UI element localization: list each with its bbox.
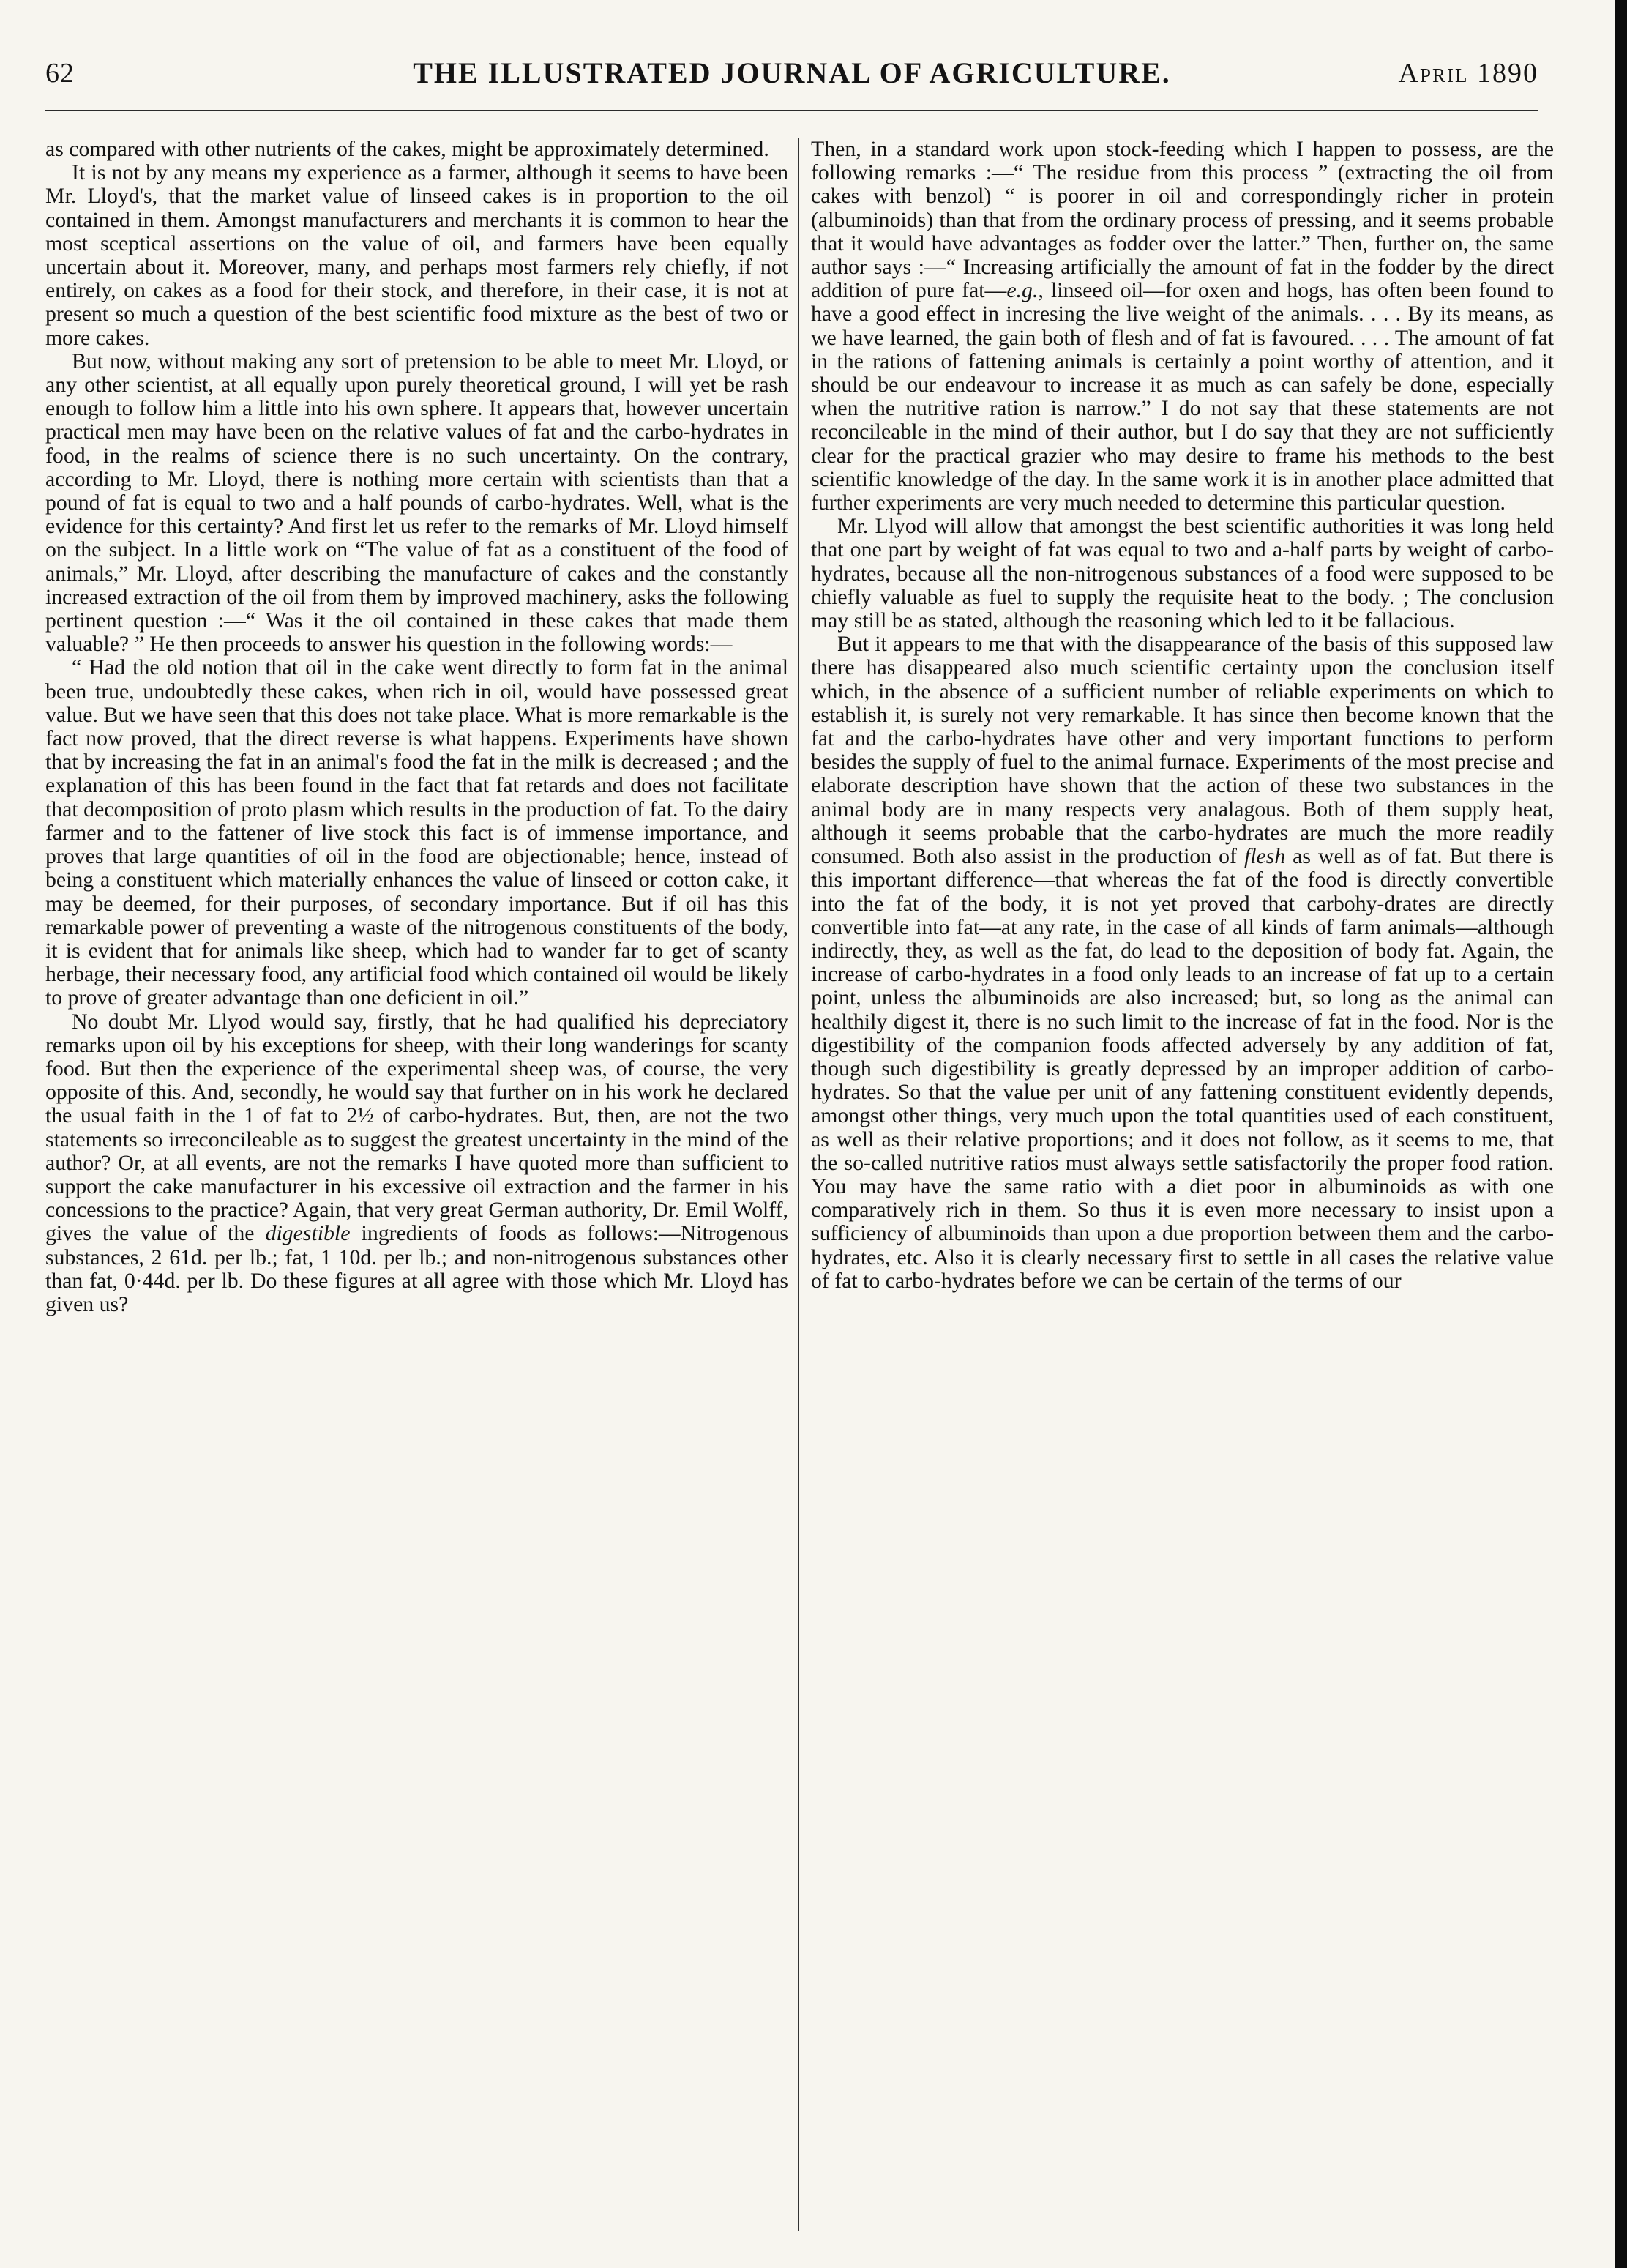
paragraph: But now, without making any sort of pretension to be able to meet Mr. Lloyd, or any other scientist, at all equally upon purely theoretical ground, I will yet be rash enough to follow him a little into his own sphere. It appears that, however uncertain practical men may have been on the relative values of fat and the carbo-hydrates in food, in the realms of science there is no such uncertainty. On the contrary, according to Mr. Lloyd, there is nothing more certain with scientists than that a pound of fat is equal to two and a half pounds of carbo-hydrates. Well, what is the evidence for this certainty? And first let us refer to the remarks of Mr. Lloyd himself on the subject. In a little work on “The value of fat as a constituent of the food of animals,” Mr. Lloyd, after describing the manufacture of cakes and the constantly increased extraction of the oil from them by improved machinery, asks the following pertinent question :—“ Was it the oil contained in these cakes that made them valuable? ” He then proceeds to answer his question in the following words:— bbox=[45, 348, 788, 657]
paragraph-text: Then, in a standard work upon stock-feeding which I happen to possess, are the following remarks :—“ The residue from this process ” (extracting the oil from cakes with benzol) “ is poorer in oil and correspondingly richer in protein (albuminoids) than that from the ordinary process of pressing, and it seems probable that it would have advantages as fodder over the latter.” Then, further on, the same author says :—“ Increasing artificially the amount of fat in the fodder by the direct addition of pure fat— bbox=[811, 138, 1554, 303]
paragraph bbox=[811, 138, 1554, 515]
header-rule bbox=[45, 110, 1538, 111]
paragraph-text: No doubt Mr. Llyod would say, firstly, that he had qualified his depreciatory remarks upon oil by his exceptions for sheep, with their long wanderings for scanty food. But then the experience of the experimental sheep was, of course, the very opposite of this. And, secondly, he would say that further on in his work he declared the usual faith in the 1 of fat to 2½ of carbo-hydrates. But, then, are not the two statements so irreconcileable as to suggest the greatest uncertainty in the mind of the author? Or, at all events, are not the remarks I have quoted more than sufficient to support the cake manufacturer in his excessive oil extraction and the farmer in his concessions to the practice? Again, that very great German authority, Dr. Emil Wolff, gives the value of the bbox=[45, 1009, 788, 1246]
paragraph bbox=[45, 1010, 788, 1317]
paragraph: Mr. Llyod will allow that amongst the best scientific authorities it was long held that one part by weight of fat was equal to two and a-half parts by weight of carbo-hydrates, because all the non-nitrogenous substances of a food were supposed to be chiefly valuable as fuel to supply the requisite heat to the body. ; The conclusion may still be as stated, although the reasoning which led to it be fallacious. bbox=[811, 514, 1554, 633]
paragraph-text: ingredients of foods as follows:—Nitrogenous substances, 2 61d. per lb.; fat, 1 10d. per lb.; and non-nitrogenous substances other than fat, 0·44d. per lb. Do these figures at all agree with those which Mr. Lloyd has given us? bbox=[45, 1221, 788, 1316]
page-number: 62 bbox=[45, 58, 75, 89]
paragraph bbox=[811, 633, 1554, 1293]
paragraph: as compared with other nutrients of the cakes, might be approximately determined. bbox=[45, 138, 769, 161]
right-column bbox=[811, 138, 1554, 2231]
paragraph-text: But it appears to me that with the disappearance of the basis of this supposed law there has disappeared also much scientific certainty upon the conclusion itself which, in the absence of a sufficient number of reliable experiments on which to establish it, is surely not very remarkable. It has since then become known that the fat and the carbo-hydrates have other and very important functions to perform besides the supply of fuel to the animal furnace. Experiments of the most precise and elaborate description have shown that the action of these two substances in the animal body are in many respects very analagous. Both of them supply heat, although it seems probable that the carbo-hydrates are much the more readily consumed. Both also assist in the production of bbox=[811, 632, 1554, 869]
column-divider bbox=[798, 138, 799, 2231]
paragraph: It is not by any means my experience as a farmer, although it seems to have been Mr. Lloyd's, that the market value of linseed cakes is in proportion to the oil contained in them. Amongst manufacturers and merchants it is common to hear the most sceptical assertions on the value of oil, and farmers have been equally uncertain about it. Moreover, many, and perhaps most farmers rely chiefly, if not entirely, on cakes as a food for their stock, and therefore, in their case, it is not at present so much a question of the best scientific food mixture as the best of two or more cakes. bbox=[45, 160, 788, 350]
paragraph-text: But there is this important difference—that whereas the fat of the food is directly convertible into the fat of the body, it is not yet proved that carbohy-drates are directly convertible into fat—at any rate, in the case of all kinds of farm animals—although indirectly, they, as well as the fat, do lead to the deposition of body fat. Again, the increase of carbo-hydrates in a food only leads to an increase of fat up to a certain point, unless the albuminoids are also increased; but, so long as the animal can healthily digest it, there is no such limit to the increase of fat in the food. Nor is the digestibility of the companion foods affected adversely by any addition of fat, though such digestibility is greatly depressed by an improper addition of carbo-hydrates. So that the value per unit of any fattening constituent evidently depends, amongst other things, very much upon the total quantities used of each constituent, as well as their relative proportions; and it does not follow, as it seems to me, that the so-called nutritive ratios must always settle satisfactorily the proper food ration. You may have the same ratio with a diet poor in albuminoids as with one comparatively rich in them. So thus it is even more necessary to insist upon a sufficiency of albuminoids than upon a due proportion between them and the carbo-hydrates, etc. Also it is clearly necessary first to settle in all cases the relative value of fat to carbo-hydrates before we can be certain of the terms of our bbox=[811, 844, 1554, 1293]
page-edge bbox=[1615, 0, 1627, 2268]
page-header bbox=[45, 51, 1538, 102]
journal-title: THE ILLUSTRATED JOURNAL OF AGRICULTURE. bbox=[413, 56, 1171, 89]
issue-date: April 1890 bbox=[1398, 58, 1538, 89]
quoted-paragraph: “ Had the old notion that oil in the cake went directly to form fat in the animal been true, undoubtedly these cakes, when rich in oil, would have possessed great value. But we have seen that this does not take place. What is more remarkable is the fact now proved, that the direct reverse is what happens. Experiments have shown that by increasing the fat in an animal's food the fat in the milk is decreased ; and the explanation of this has been found in the fact that fat retards and does not facilitate that decomposition of proto plasm which results in the production of fat. To the dairy farmer and to the fattener of live stock this fact is of immense importance, and proves that large quantities of oil in the food are objectionable; hence, instead of being a constituent which materially enhances the value of linseed or cotton cake, it may be deemed, for their purposes, of secondary importance. But if oil has this remarkable power of preventing a waste of the nitrogenous constituents of the body, it is evident that for animals like sheep, which had to wander far to get of scanty herbage, their necessary food, any artificial food which contained oil would be likely to prove of greater advantage than one deficient in oil.” bbox=[45, 655, 788, 1010]
italic-text: flesh bbox=[1243, 844, 1286, 869]
paragraph-text: , linseed oil—for oxen and hogs, has often been found to have a good effect in incresing the live weight of the animals. . . . By its means, as we have learned, the gain both of flesh and of fat is favoured. . . . The amount of fat in the rations of fattening animals is certainly a point worthy of attention, and it should be our endeavour to increase it as much as can safely be done, especially when the nutritive ration is narrow.” I do not say that these statements are not reconcileable in the mind of their author, but I do say that they are not sufficiently clear for the practical grazier who may desire to frame his methods to the best scientific knowledge of the day. In the same work it is in another place admitted that further experiments are very much needed to determine this particular question. bbox=[811, 278, 1554, 515]
italic-text: e.g. bbox=[1006, 278, 1039, 303]
italic-text: digestible bbox=[265, 1221, 351, 1246]
paragraph-text: as well as of fat. bbox=[1285, 844, 1450, 869]
left-column bbox=[45, 138, 788, 2231]
